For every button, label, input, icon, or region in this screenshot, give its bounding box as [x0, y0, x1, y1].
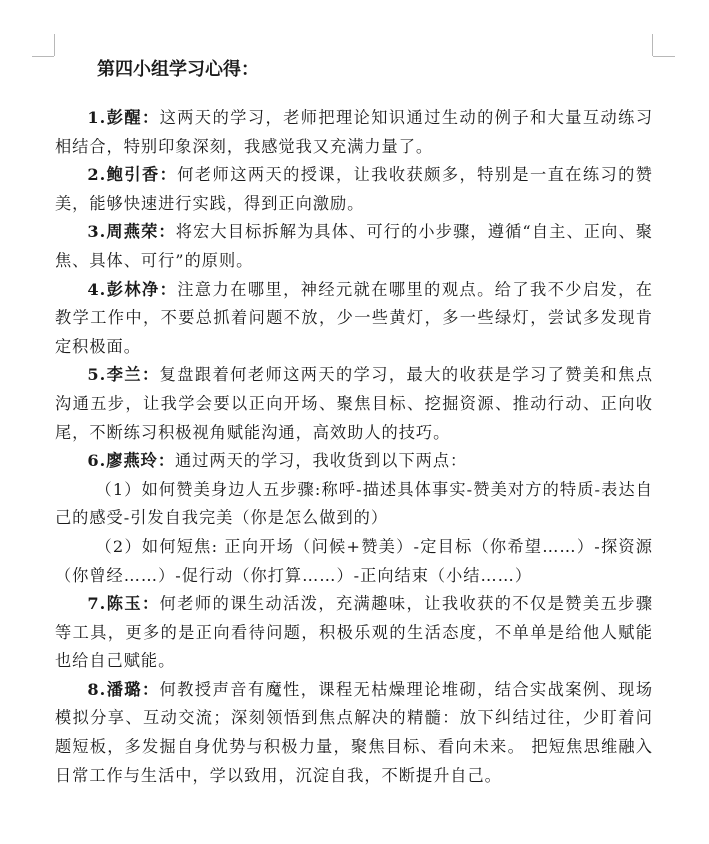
entry-6-subitem-2: （2）如何短焦: 正向开场（问候+赞美）-定目标（你希望……）-探资源（你曾经……）-促行动（你打算……）-正向结束（小结……）	[55, 536, 653, 585]
entry-text: 复盘跟着何老师这两天的学习，最大的收获是学习了赞美和焦点沟通五步，让我学会要以正向开场、聚焦目标、挖掘资源、推动行动、正向收尾，不断练习积极视角赋能沟通，高效助人的技巧。	[55, 365, 654, 442]
crop-mark-top-right-horizontal	[653, 56, 675, 57]
entry-4	[55, 276, 653, 362]
entry-text: 何老师的课生动活泼，充满趣味，让我收获的不仅是赞美五步骤等工具，更多的是正向看待问题，积极乐观的生活态度，不单单是给他人赋能也给自己赋能。	[55, 594, 654, 671]
crop-mark-top-right-vertical	[652, 34, 653, 56]
entry-1	[55, 104, 653, 161]
entry-6-subitem-1: （1）如何赞美身边人五步骤:称呼-描述具体事实-赞美对方的特质-表达自己的感受-引发自我完美（你是怎么做到的）	[55, 479, 653, 528]
entry-text: 通过两天的学习，我收货到以下两点：	[175, 451, 468, 471]
entry-name: 1.彭醒：	[87, 108, 160, 127]
entry-3	[55, 218, 653, 275]
entry-name: 8.潘璐：	[87, 679, 160, 699]
entry-name: 4.彭林净：	[87, 279, 178, 299]
entry-name: 7.陈玉：	[87, 594, 160, 614]
entry-text: 将宏大目标拆解为具体、可行的小步骤，遵循“自主、正向、聚焦、具体、可行”的原则。	[55, 222, 653, 270]
entry-text: 何老师这两天的授课，让我收获颇多，特别是一直在练习的赞美，能够快速进行实践，得到正向激励。	[55, 165, 653, 213]
document-title: 第四小组学习心得：	[97, 59, 259, 80]
entry-2	[55, 161, 653, 218]
entry-name: 5.李兰：	[87, 365, 160, 385]
entry-text: 注意力在哪里，神经元就在哪里的观点。给了我不少启发，在教学工作中，不要总抓着问题不放，少一些黄灯，多一些绿灯，尝试多发现肯定积极面。	[55, 279, 653, 356]
entry-text: 何教授声音有魔性，课程无枯燥理论堆砌，结合实战案例、现场模拟分享、互动交流；深刻领悟到焦点解决的精髓：放下纠结过往，少盯着问题短板，多发掘自身优势与积极力量，聚焦目标、看向未来。 把短焦思维融入日常工作与生活中，学以致用，沉淀自我，不断提升自己。	[55, 679, 654, 785]
entry-7	[55, 590, 653, 676]
entry-name: 3.周燕荣：	[87, 222, 176, 242]
document-body	[55, 104, 653, 790]
entry-text: 这两天的学习，老师把理论知识通过生动的例子和大量互动练习相结合，特别印象深刻，我感觉我又充满力量了。	[55, 108, 654, 156]
entry-5	[55, 361, 653, 447]
entry-name: 2.鲍引香：	[87, 165, 178, 185]
entry-8	[55, 676, 653, 790]
crop-mark-top-left-vertical	[54, 34, 55, 56]
entry-6	[55, 447, 653, 476]
entry-name: 6.廖燕玲：	[87, 451, 176, 471]
crop-mark-top-left-horizontal	[32, 56, 54, 57]
